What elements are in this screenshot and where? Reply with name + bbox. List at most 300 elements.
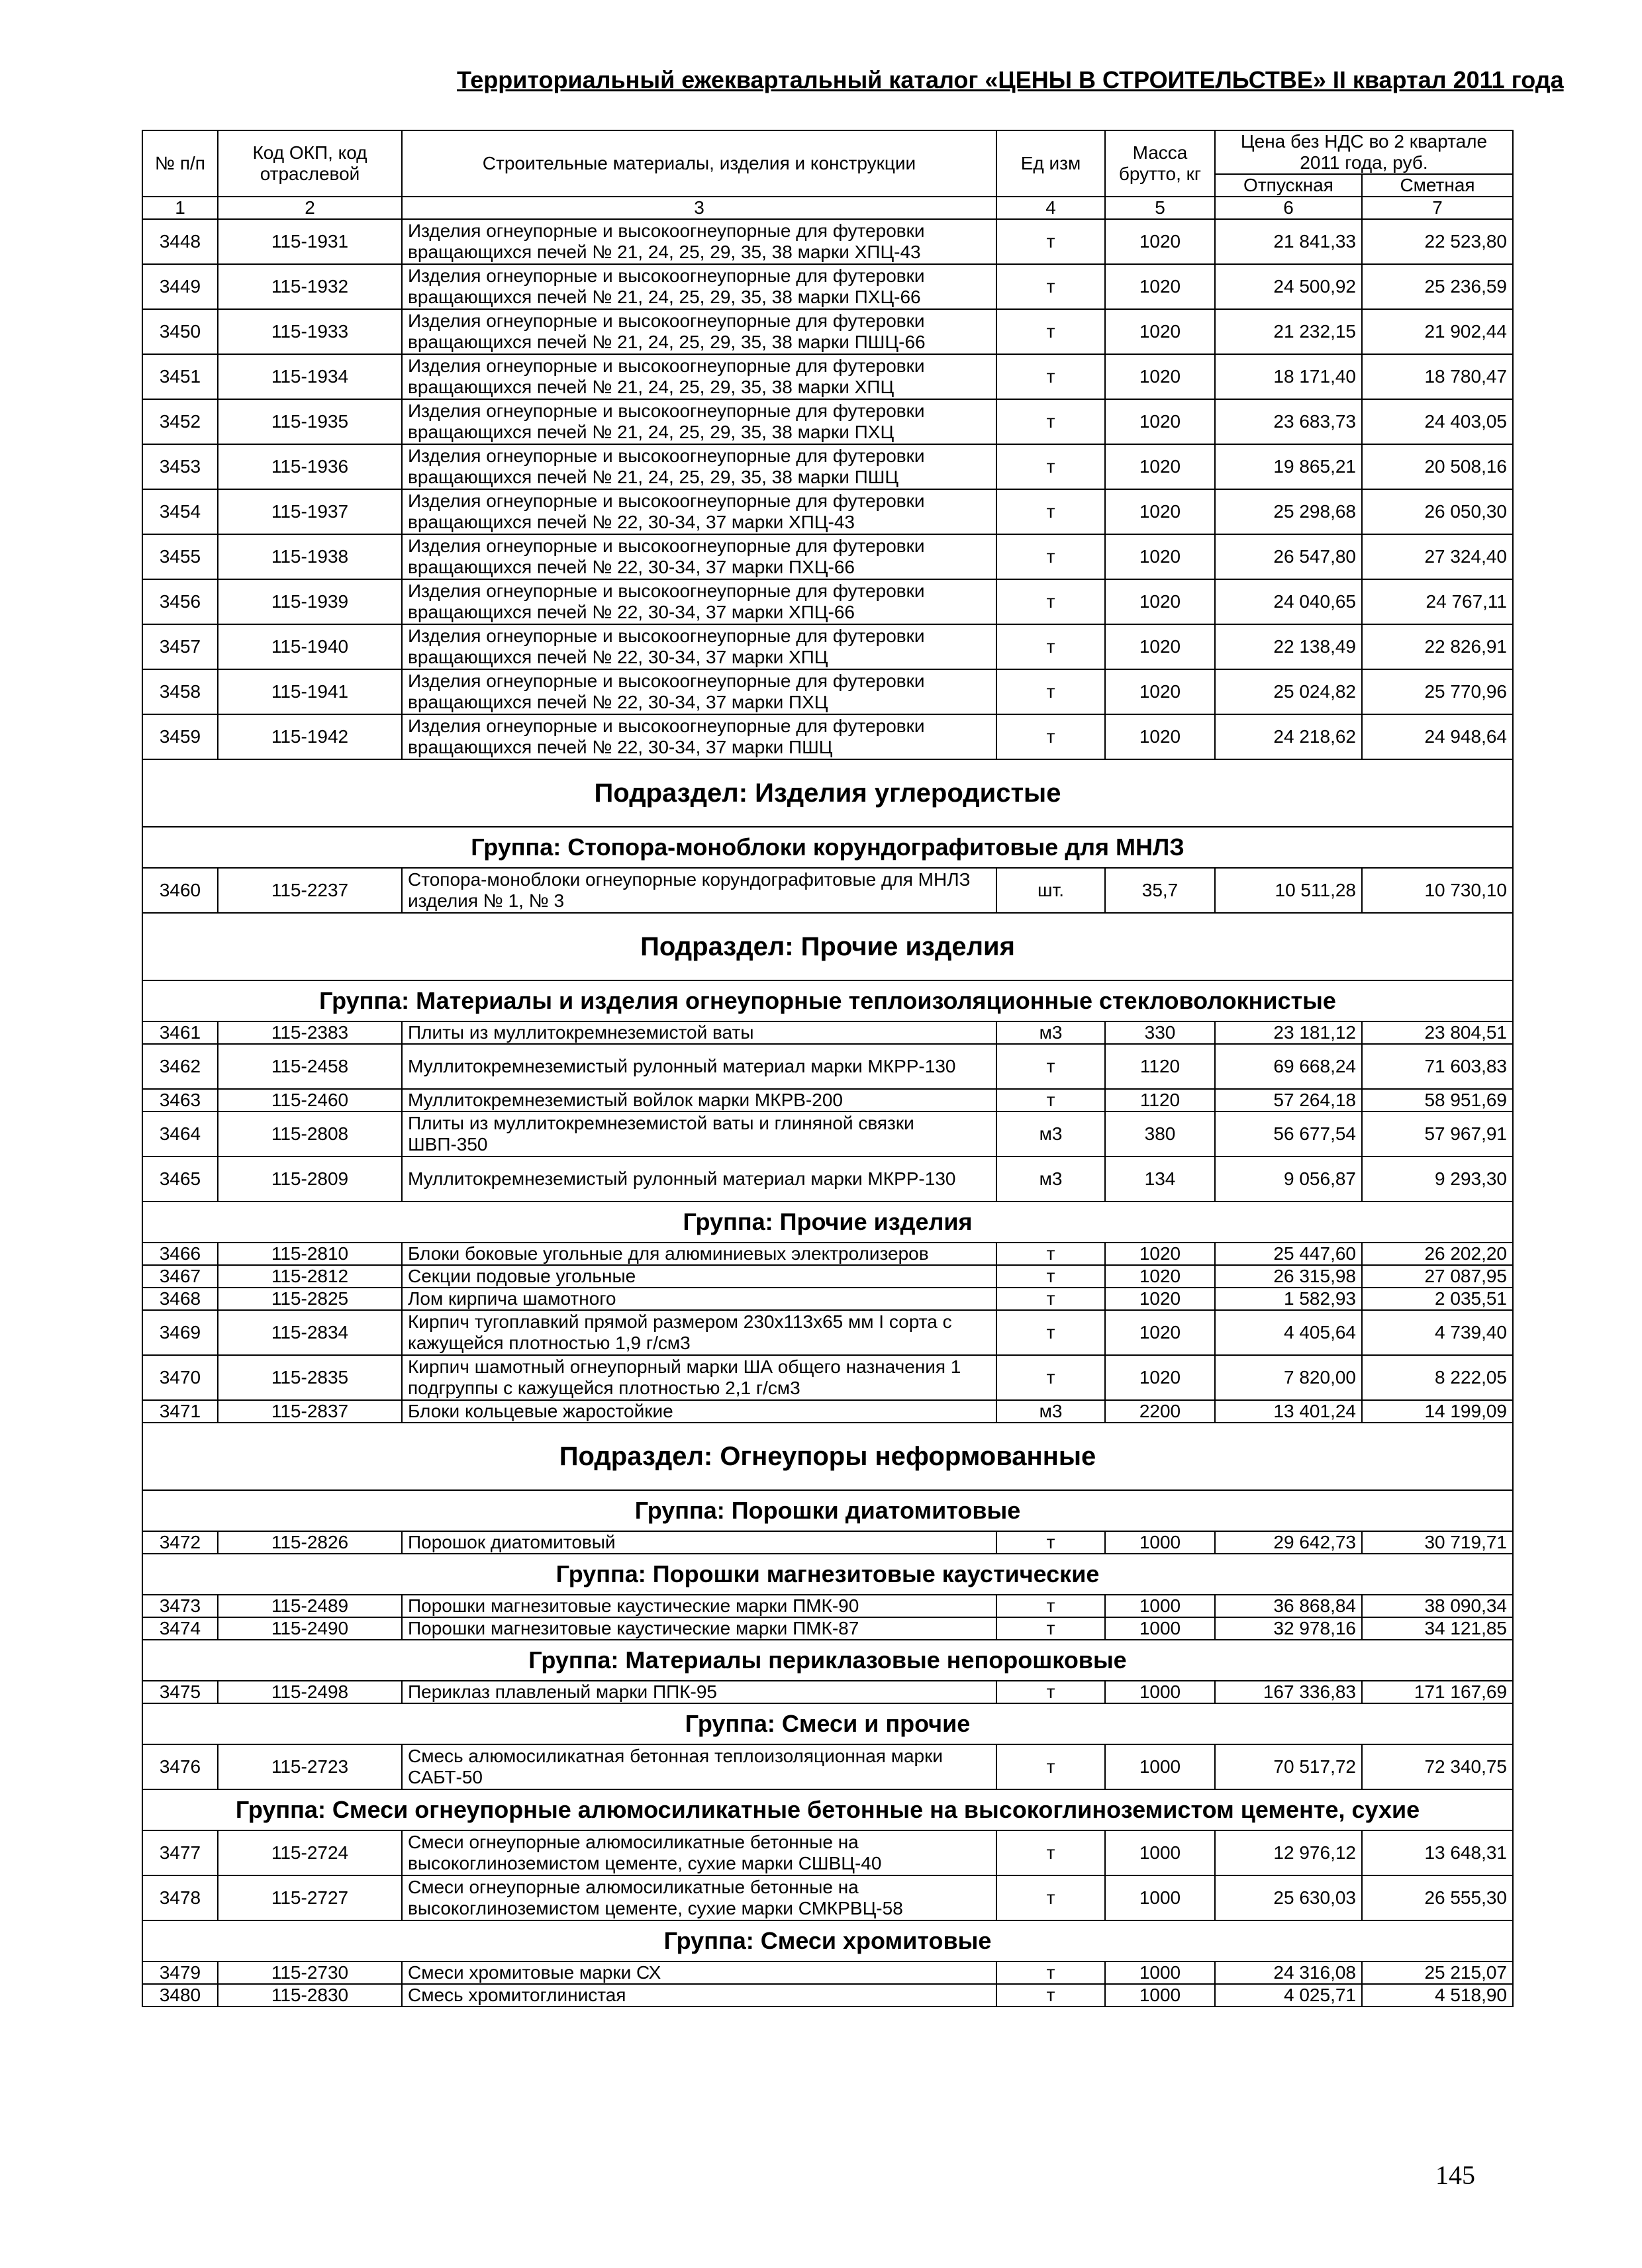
row-code: 115-2810	[218, 1243, 402, 1265]
row-name: Смеси огнеупорные алюмосиликатные бетонные на высокоглиноземистом цементе, сухие марки СШВЦ-40	[402, 1830, 996, 1875]
row-name: Смеси огнеупорные алюмосиликатные бетонные на высокоглиноземистом цементе, сухие марки СМКРВЦ-58	[402, 1875, 996, 1920]
row-unit: т	[996, 1243, 1105, 1265]
row-price-sale: 29 642,73	[1215, 1531, 1362, 1554]
subsection-title: Подраздел: Огнеупоры неформованные	[142, 1423, 1513, 1490]
row-price-est: 22 826,91	[1362, 624, 1513, 669]
row-number: 3469	[142, 1310, 218, 1355]
row-name: Изделия огнеупорные и высокоогнеупорные для футеровки вращающихся печей № 22, 30-34, 37 марки ПХЦ-66	[402, 534, 996, 579]
row-unit: т	[996, 1984, 1105, 2007]
row-mass: 1020	[1105, 1288, 1215, 1310]
table-row	[142, 354, 1513, 399]
row-number: 3466	[142, 1243, 218, 1265]
row-name: Порошки магнезитовые каустические марки ПМК-90	[402, 1595, 996, 1617]
row-name: Блоки кольцевые жаростойкие	[402, 1400, 996, 1423]
row-number: 3475	[142, 1681, 218, 1703]
row-unit: т	[996, 354, 1105, 399]
table-row	[142, 714, 1513, 759]
row-code: 115-1935	[218, 399, 402, 444]
group-title: Группа: Порошки магнезитовые каустические	[142, 1554, 1513, 1595]
row-code: 115-2723	[218, 1744, 402, 1789]
table-row	[142, 1044, 1513, 1089]
table-row	[142, 399, 1513, 444]
row-name: Секции подовые угольные	[402, 1265, 996, 1288]
row-number: 3457	[142, 624, 218, 669]
row-unit: т	[996, 579, 1105, 624]
row-number: 3450	[142, 309, 218, 354]
row-name: Изделия огнеупорные и высокоогнеупорные для футеровки вращающихся печей № 22, 30-34, 37 марки ПХЦ	[402, 669, 996, 714]
row-price-sale: 167 336,83	[1215, 1681, 1362, 1703]
row-mass: 1000	[1105, 1681, 1215, 1703]
row-unit: м3	[996, 1111, 1105, 1157]
group-title: Группа: Материалы периклазовые непорошковые	[142, 1640, 1513, 1681]
col-header-price-est: Сметная	[1362, 174, 1513, 197]
row-price-sale: 18 171,40	[1215, 354, 1362, 399]
row-mass: 1120	[1105, 1044, 1215, 1089]
col-header-price: Цена без НДС во 2 квартале 2011 года, руб.	[1215, 130, 1513, 174]
row-name: Муллитокремнеземистый рулонный материал марки МКРР-130	[402, 1044, 996, 1089]
row-code: 115-2826	[218, 1531, 402, 1554]
row-code: 115-1940	[218, 624, 402, 669]
row-mass: 35,7	[1105, 868, 1215, 913]
row-name: Кирпич тугоплавкий прямой размером 230х113х65 мм I сорта с кажущейся плотностью 1,9 г/см3	[402, 1310, 996, 1355]
row-unit: т	[996, 489, 1105, 534]
table-row	[142, 868, 1513, 913]
row-mass: 2200	[1105, 1400, 1215, 1423]
col-header-price-sale: Отпускная	[1215, 174, 1362, 197]
row-unit: шт.	[996, 868, 1105, 913]
row-price-sale: 21 841,33	[1215, 219, 1362, 264]
table-row	[142, 1875, 1513, 1920]
table-row	[142, 219, 1513, 264]
row-code: 115-1933	[218, 309, 402, 354]
row-unit: т	[996, 624, 1105, 669]
row-code: 115-2460	[218, 1089, 402, 1111]
subsection-row	[142, 759, 1513, 827]
row-number: 3452	[142, 399, 218, 444]
row-mass: 1020	[1105, 264, 1215, 309]
row-price-sale: 10 511,28	[1215, 868, 1362, 913]
row-unit: т	[996, 219, 1105, 264]
row-name: Смесь алюмосиликатная бетонная теплоизоляционная марки САБТ-50	[402, 1744, 996, 1789]
row-code: 115-2458	[218, 1044, 402, 1089]
row-price-est: 18 780,47	[1362, 354, 1513, 399]
table-row	[142, 1243, 1513, 1265]
row-mass: 1020	[1105, 1265, 1215, 1288]
row-unit: т	[996, 1531, 1105, 1554]
row-price-sale: 36 868,84	[1215, 1595, 1362, 1617]
row-mass: 1020	[1105, 714, 1215, 759]
row-price-est: 38 090,34	[1362, 1595, 1513, 1617]
col-header-num: № п/п	[142, 130, 218, 197]
row-price-sale: 26 315,98	[1215, 1265, 1362, 1288]
row-price-est: 20 508,16	[1362, 444, 1513, 489]
row-mass: 1000	[1105, 1531, 1215, 1554]
row-mass: 1020	[1105, 1310, 1215, 1355]
table-body	[142, 219, 1513, 2007]
row-mass: 1020	[1105, 489, 1215, 534]
row-mass: 1000	[1105, 1984, 1215, 2007]
row-unit: т	[996, 309, 1105, 354]
row-price-sale: 26 547,80	[1215, 534, 1362, 579]
row-code: 115-2825	[218, 1288, 402, 1310]
group-row	[142, 827, 1513, 868]
row-price-sale: 25 024,82	[1215, 669, 1362, 714]
group-title: Группа: Стопора-моноблоки корундографитовые для МНЛЗ	[142, 827, 1513, 868]
table-row	[142, 1961, 1513, 1984]
row-name: Изделия огнеупорные и высокоогнеупорные для футеровки вращающихся печей № 21, 24, 25, 29, 35, 38 марки ХПЦ-43	[402, 219, 996, 264]
row-number: 3463	[142, 1089, 218, 1111]
row-code: 115-2730	[218, 1961, 402, 1984]
row-price-est: 10 730,10	[1362, 868, 1513, 913]
row-unit: т	[996, 1830, 1105, 1875]
row-price-sale: 24 218,62	[1215, 714, 1362, 759]
row-price-est: 14 199,09	[1362, 1400, 1513, 1423]
row-price-est: 58 951,69	[1362, 1089, 1513, 1111]
group-row	[142, 1703, 1513, 1744]
row-price-est: 71 603,83	[1362, 1044, 1513, 1089]
row-name: Порошки магнезитовые каустические марки ПМК-87	[402, 1617, 996, 1640]
row-price-est: 13 648,31	[1362, 1830, 1513, 1875]
row-price-est: 22 523,80	[1362, 219, 1513, 264]
row-code: 115-1934	[218, 354, 402, 399]
subsection-row	[142, 913, 1513, 980]
row-price-est: 34 121,85	[1362, 1617, 1513, 1640]
row-price-est: 171 167,69	[1362, 1681, 1513, 1703]
group-title: Группа: Смеси и прочие	[142, 1703, 1513, 1744]
row-code: 115-2237	[218, 868, 402, 913]
row-code: 115-2809	[218, 1157, 402, 1202]
row-number: 3470	[142, 1355, 218, 1400]
table-row	[142, 534, 1513, 579]
table-row	[142, 579, 1513, 624]
group-title: Группа: Материалы и изделия огнеупорные теплоизоляционные стекловолокнистые	[142, 980, 1513, 1021]
row-price-est: 25 770,96	[1362, 669, 1513, 714]
row-number: 3474	[142, 1617, 218, 1640]
row-mass: 134	[1105, 1157, 1215, 1202]
row-number: 3477	[142, 1830, 218, 1875]
row-mass: 1000	[1105, 1875, 1215, 1920]
row-unit: т	[996, 1089, 1105, 1111]
row-price-sale: 21 232,15	[1215, 309, 1362, 354]
row-mass: 1020	[1105, 219, 1215, 264]
row-unit: т	[996, 1961, 1105, 1984]
row-number: 3464	[142, 1111, 218, 1157]
table-row	[142, 1744, 1513, 1789]
row-unit: т	[996, 1595, 1105, 1617]
row-code: 115-2834	[218, 1310, 402, 1355]
row-unit: т	[996, 1355, 1105, 1400]
group-row	[142, 1490, 1513, 1531]
row-number: 3449	[142, 264, 218, 309]
row-code: 115-1942	[218, 714, 402, 759]
row-number: 3468	[142, 1288, 218, 1310]
row-price-est: 23 804,51	[1362, 1021, 1513, 1044]
row-mass: 1020	[1105, 1243, 1215, 1265]
row-price-est: 26 050,30	[1362, 489, 1513, 534]
row-price-sale: 57 264,18	[1215, 1089, 1362, 1111]
row-code: 115-1932	[218, 264, 402, 309]
row-unit: т	[996, 1310, 1105, 1355]
row-number: 3476	[142, 1744, 218, 1789]
row-unit: т	[996, 1875, 1105, 1920]
group-row	[142, 1554, 1513, 1595]
row-number: 3472	[142, 1531, 218, 1554]
row-name: Изделия огнеупорные и высокоогнеупорные для футеровки вращающихся печей № 22, 30-34, 37 марки ХПЦ	[402, 624, 996, 669]
row-name: Блоки боковые угольные для алюминиевых электролизеров	[402, 1243, 996, 1265]
col-header-code: Код ОКП, код отраслевой	[218, 130, 402, 197]
row-unit: т	[996, 264, 1105, 309]
row-price-sale: 25 298,68	[1215, 489, 1362, 534]
group-row	[142, 980, 1513, 1021]
group-row	[142, 1640, 1513, 1681]
row-number: 3448	[142, 219, 218, 264]
row-code: 115-2383	[218, 1021, 402, 1044]
row-name: Изделия огнеупорные и высокоогнеупорные для футеровки вращающихся печей № 22, 30-34, 37 марки ХПЦ-43	[402, 489, 996, 534]
col-number: 3	[402, 197, 996, 219]
col-number: 2	[218, 197, 402, 219]
row-unit: м3	[996, 1157, 1105, 1202]
row-price-sale: 70 517,72	[1215, 1744, 1362, 1789]
table-row	[142, 1111, 1513, 1157]
row-number: 3479	[142, 1961, 218, 1984]
row-unit: т	[996, 1288, 1105, 1310]
row-unit: т	[996, 1265, 1105, 1288]
row-price-est: 30 719,71	[1362, 1531, 1513, 1554]
row-number: 3480	[142, 1984, 218, 2007]
row-price-sale: 12 976,12	[1215, 1830, 1362, 1875]
row-number: 3467	[142, 1265, 218, 1288]
row-price-est: 26 555,30	[1362, 1875, 1513, 1920]
row-number: 3465	[142, 1157, 218, 1202]
row-unit: т	[996, 1744, 1105, 1789]
row-price-est: 25 236,59	[1362, 264, 1513, 309]
subsection-row	[142, 1423, 1513, 1490]
subsection-title: Подраздел: Изделия углеродистые	[142, 759, 1513, 827]
row-code: 115-2835	[218, 1355, 402, 1400]
table-row	[142, 444, 1513, 489]
row-unit: т	[996, 714, 1105, 759]
row-number: 3454	[142, 489, 218, 534]
column-numbers-row	[142, 197, 1513, 219]
row-mass: 330	[1105, 1021, 1215, 1044]
group-row	[142, 1202, 1513, 1243]
row-mass: 1020	[1105, 354, 1215, 399]
row-name: Лом кирпича шамотного	[402, 1288, 996, 1310]
row-name: Муллитокремнеземистый рулонный материал марки МКРР-130	[402, 1157, 996, 1202]
row-number: 3473	[142, 1595, 218, 1617]
row-price-sale: 19 865,21	[1215, 444, 1362, 489]
row-mass: 380	[1105, 1111, 1215, 1157]
table-row	[142, 1021, 1513, 1044]
row-price-est: 21 902,44	[1362, 309, 1513, 354]
table-row	[142, 1681, 1513, 1703]
col-header-mass: Масса брутто, кг	[1105, 130, 1215, 197]
row-price-sale: 22 138,49	[1215, 624, 1362, 669]
group-row	[142, 1789, 1513, 1830]
row-name: Изделия огнеупорные и высокоогнеупорные для футеровки вращающихся печей № 21, 24, 25, 29, 35, 38 марки ПШЦ-66	[402, 309, 996, 354]
row-number: 3462	[142, 1044, 218, 1089]
row-number: 3455	[142, 534, 218, 579]
row-mass: 1020	[1105, 534, 1215, 579]
row-code: 115-1936	[218, 444, 402, 489]
page-title: Территориальный ежеквартальный каталог «ЦЕНЫ В СТРОИТЕЛЬСТВЕ» II квартал 2011 года	[457, 66, 1564, 93]
row-code: 115-2837	[218, 1400, 402, 1423]
row-price-sale: 25 447,60	[1215, 1243, 1362, 1265]
row-price-est: 4 739,40	[1362, 1310, 1513, 1355]
row-name: Изделия огнеупорные и высокоогнеупорные для футеровки вращающихся печей № 21, 24, 25, 29, 35, 38 марки ПХЦ-66	[402, 264, 996, 309]
row-mass: 1020	[1105, 579, 1215, 624]
row-number: 3478	[142, 1875, 218, 1920]
row-mass: 1120	[1105, 1089, 1215, 1111]
group-title: Группа: Смеси огнеупорные алюмосиликатные бетонные на высокоглиноземистом цементе, сухие	[142, 1789, 1513, 1830]
price-table	[142, 130, 1514, 2007]
row-price-sale: 23 181,12	[1215, 1021, 1362, 1044]
row-number: 3461	[142, 1021, 218, 1044]
row-name: Изделия огнеупорные и высокоогнеупорные для футеровки вращающихся печей № 21, 24, 25, 29, 35, 38 марки ПШЦ	[402, 444, 996, 489]
row-unit: м3	[996, 1400, 1105, 1423]
row-price-sale: 1 582,93	[1215, 1288, 1362, 1310]
row-name: Плиты из муллитокремнеземистой ваты и глиняной связки ШВП-350	[402, 1111, 996, 1157]
table-row	[142, 1984, 1513, 2007]
row-unit: т	[996, 534, 1105, 579]
row-code: 115-2724	[218, 1830, 402, 1875]
row-unit: т	[996, 444, 1105, 489]
row-mass: 1020	[1105, 444, 1215, 489]
table-row	[142, 1265, 1513, 1288]
row-number: 3458	[142, 669, 218, 714]
row-name: Порошок диатомитовый	[402, 1531, 996, 1554]
row-price-sale: 25 630,03	[1215, 1875, 1362, 1920]
row-price-est: 8 222,05	[1362, 1355, 1513, 1400]
row-name: Муллитокремнеземистый войлок марки МКРВ-200	[402, 1089, 996, 1111]
row-code: 115-2489	[218, 1595, 402, 1617]
row-mass: 1020	[1105, 669, 1215, 714]
table-row	[142, 309, 1513, 354]
row-name: Периклаз плавленый марки ППК-95	[402, 1681, 996, 1703]
row-unit: т	[996, 1617, 1105, 1640]
row-code: 115-2490	[218, 1617, 402, 1640]
row-unit: т	[996, 399, 1105, 444]
row-number: 3453	[142, 444, 218, 489]
table-row	[142, 1595, 1513, 1617]
table-row	[142, 1288, 1513, 1310]
row-price-sale: 13 401,24	[1215, 1400, 1362, 1423]
table-row	[142, 1400, 1513, 1423]
row-price-sale: 32 978,16	[1215, 1617, 1362, 1640]
row-code: 115-2812	[218, 1265, 402, 1288]
col-header-name: Строительные материалы, изделия и конструкции	[402, 130, 996, 197]
row-number: 3456	[142, 579, 218, 624]
row-code: 115-1937	[218, 489, 402, 534]
row-unit: т	[996, 669, 1105, 714]
table-row	[142, 1157, 1513, 1202]
col-number: 1	[142, 197, 218, 219]
row-price-est: 4 518,90	[1362, 1984, 1513, 2007]
row-number: 3459	[142, 714, 218, 759]
subsection-title: Подраздел: Прочие изделия	[142, 913, 1513, 980]
row-code: 115-2498	[218, 1681, 402, 1703]
row-price-sale: 69 668,24	[1215, 1044, 1362, 1089]
row-price-est: 24 948,64	[1362, 714, 1513, 759]
row-name: Смеси хромитовые марки СХ	[402, 1961, 996, 1984]
table-row	[142, 669, 1513, 714]
row-price-est: 57 967,91	[1362, 1111, 1513, 1157]
row-code: 115-1931	[218, 219, 402, 264]
table-row	[142, 1310, 1513, 1355]
row-mass: 1000	[1105, 1744, 1215, 1789]
row-price-sale: 23 683,73	[1215, 399, 1362, 444]
row-mass: 1000	[1105, 1961, 1215, 1984]
group-title: Группа: Прочие изделия	[142, 1202, 1513, 1243]
row-number: 3471	[142, 1400, 218, 1423]
col-header-unit: Ед изм	[996, 130, 1105, 197]
col-number: 4	[996, 197, 1105, 219]
row-price-sale: 4 025,71	[1215, 1984, 1362, 2007]
table-row	[142, 1089, 1513, 1111]
row-code: 115-1941	[218, 669, 402, 714]
row-name: Стопора-моноблоки огнеупорные корундографитовые для МНЛЗ изделия № 1, № 3	[402, 868, 996, 913]
table-row	[142, 264, 1513, 309]
row-code: 115-2727	[218, 1875, 402, 1920]
table-row	[142, 624, 1513, 669]
row-price-est: 25 215,07	[1362, 1961, 1513, 1984]
row-price-est: 27 324,40	[1362, 534, 1513, 579]
row-price-sale: 9 056,87	[1215, 1157, 1362, 1202]
row-number: 3460	[142, 868, 218, 913]
row-price-est: 26 202,20	[1362, 1243, 1513, 1265]
row-name: Кирпич шамотный огнеупорный марки ША общего назначения 1 подгруппы с кажущейся плотностью 2,1 г/см3	[402, 1355, 996, 1400]
row-price-sale: 7 820,00	[1215, 1355, 1362, 1400]
row-unit: т	[996, 1681, 1105, 1703]
group-row	[142, 1920, 1513, 1961]
row-price-est: 24 767,11	[1362, 579, 1513, 624]
row-price-est: 27 087,95	[1362, 1265, 1513, 1288]
row-price-est: 24 403,05	[1362, 399, 1513, 444]
table-row	[142, 489, 1513, 534]
row-price-sale: 24 316,08	[1215, 1961, 1362, 1984]
table-row	[142, 1531, 1513, 1554]
row-name: Изделия огнеупорные и высокоогнеупорные для футеровки вращающихся печей № 22, 30-34, 37 марки ХПЦ-66	[402, 579, 996, 624]
row-name: Изделия огнеупорные и высокоогнеупорные для футеровки вращающихся печей № 21, 24, 25, 29, 35, 38 марки ХПЦ	[402, 354, 996, 399]
row-code: 115-2830	[218, 1984, 402, 2007]
table-row	[142, 1830, 1513, 1875]
group-title: Группа: Порошки диатомитовые	[142, 1490, 1513, 1531]
row-price-sale: 56 677,54	[1215, 1111, 1362, 1157]
row-name: Изделия огнеупорные и высокоогнеупорные для футеровки вращающихся печей № 21, 24, 25, 29, 35, 38 марки ПХЦ	[402, 399, 996, 444]
page-number: 145	[1435, 2160, 1475, 2190]
row-price-est: 9 293,30	[1362, 1157, 1513, 1202]
col-number: 5	[1105, 197, 1215, 219]
row-number: 3451	[142, 354, 218, 399]
table-row	[142, 1617, 1513, 1640]
row-mass: 1000	[1105, 1830, 1215, 1875]
row-mass: 1020	[1105, 399, 1215, 444]
row-mass: 1020	[1105, 309, 1215, 354]
row-name: Смесь хромитоглинистая	[402, 1984, 996, 2007]
table-row	[142, 1355, 1513, 1400]
col-number: 6	[1215, 197, 1362, 219]
row-name: Изделия огнеупорные и высокоогнеупорные для футеровки вращающихся печей № 22, 30-34, 37 марки ПШЦ	[402, 714, 996, 759]
row-price-est: 2 035,51	[1362, 1288, 1513, 1310]
row-mass: 1000	[1105, 1595, 1215, 1617]
row-mass: 1000	[1105, 1617, 1215, 1640]
row-code: 115-1938	[218, 534, 402, 579]
row-price-sale: 24 040,65	[1215, 579, 1362, 624]
row-price-sale: 24 500,92	[1215, 264, 1362, 309]
row-price-est: 72 340,75	[1362, 1744, 1513, 1789]
row-name: Плиты из муллитокремнеземистой ваты	[402, 1021, 996, 1044]
row-code: 115-1939	[218, 579, 402, 624]
